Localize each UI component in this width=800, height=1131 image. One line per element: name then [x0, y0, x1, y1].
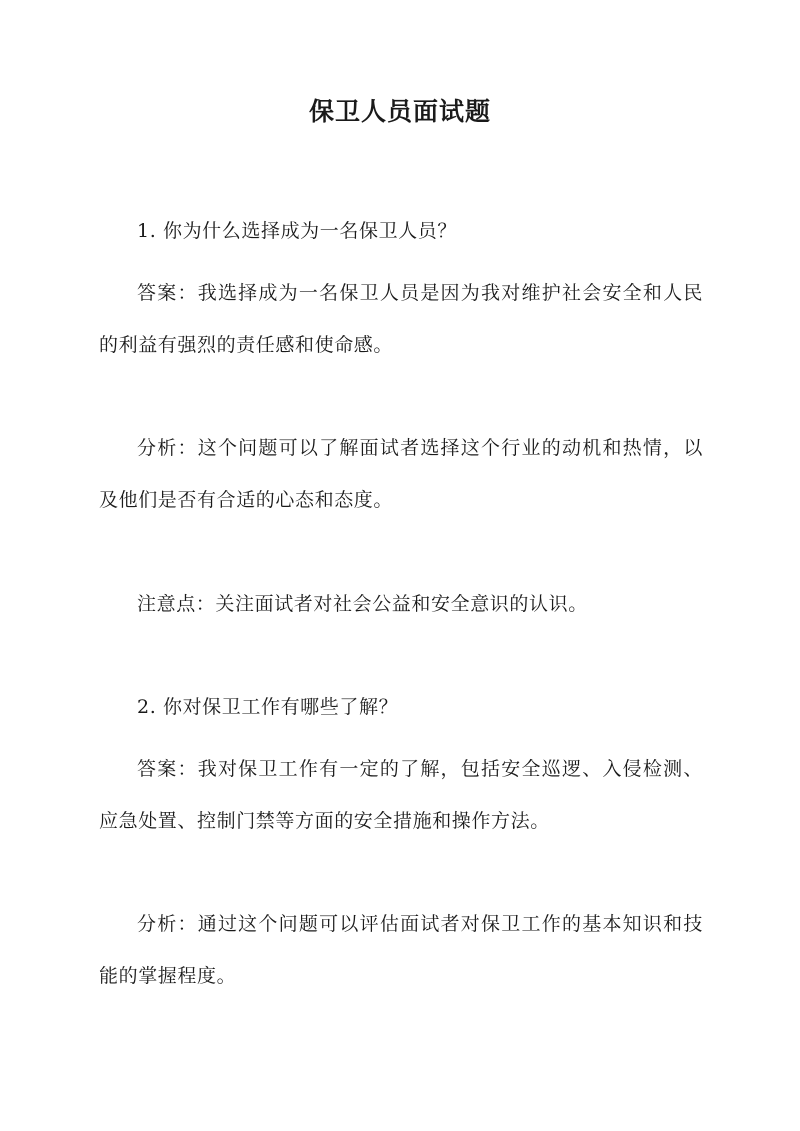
analysis-2: 分析：通过这个问题可以评估面试者对保卫工作的基本知识和技能的掌握程度。: [99, 913, 703, 987]
question-2: 2. 你对保卫工作有哪些了解？: [137, 696, 399, 718]
question-1: 1. 你为什么选择成为一名保卫人员？: [137, 220, 457, 242]
analysis-1: 分析：这个问题可以了解面试者选择这个行业的动机和热情，以及他们是否有合适的心态和态度。: [99, 437, 703, 511]
document-title: 保卫人员面试题: [308, 97, 491, 126]
answer-1: 答案：我选择成为一名保卫人员是因为我对维护社会安全和人民的利益有强烈的责任感和使命感。: [99, 282, 703, 356]
answer-2: 答案：我对保卫工作有一定的了解，包括安全巡逻、入侵检测、应急处置、控制门禁等方面的安全措施和操作方法。: [99, 758, 703, 832]
note-1: 注意点：关注面试者对社会公益和安全意识的认识。: [137, 593, 588, 615]
